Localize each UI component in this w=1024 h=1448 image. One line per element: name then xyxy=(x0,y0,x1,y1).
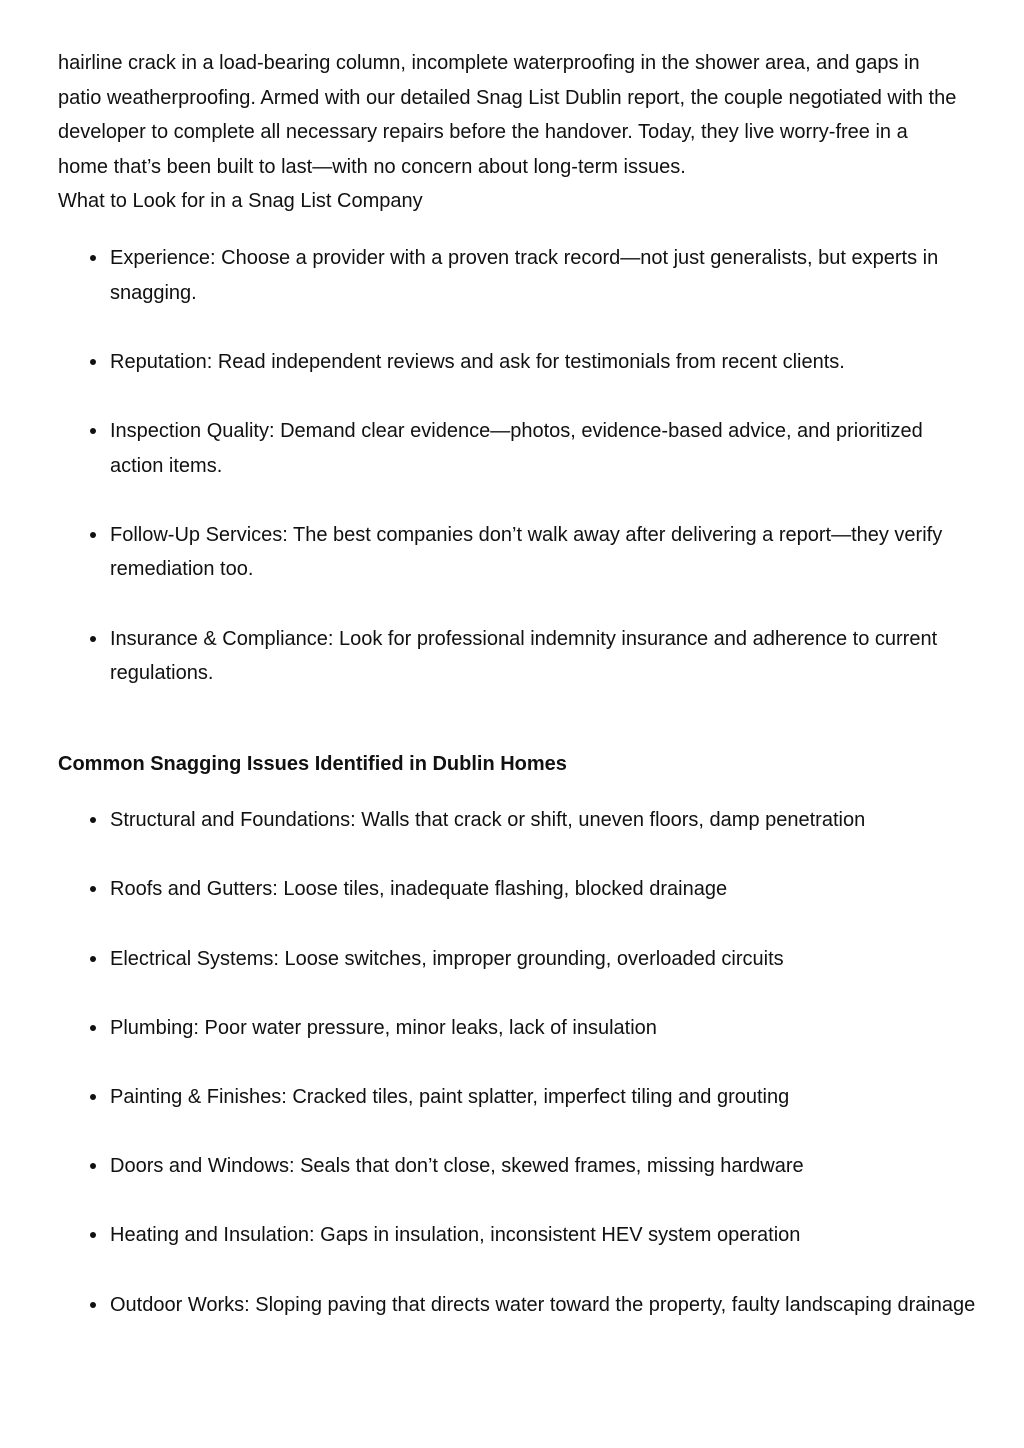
section-title-snag-company: What to Look for in a Snag List Company xyxy=(58,190,423,213)
intro-paragraph: hairline crack in a load-bearing column, incomplete waterproofing in the shower area, and gaps in patio weatherproofing. Armed with our detailed Snag List Dublin report, the couple negotiated with the developer to complete all necessary repairs before the handover. Today, they live worry-free in a home that’s been built to last—with no concern about long-term issues. xyxy=(58,52,957,178)
list-item: Reputation: Read independent reviews and ask for testimonials from recent clients. xyxy=(110,345,970,380)
list-item: Heating and Insulation: Gaps in insulation, inconsistent HEV system operation xyxy=(110,1218,970,1253)
list-item: Painting & Finishes: Cracked tiles, paint splatter, imperfect tiling and grouting xyxy=(110,1080,970,1115)
list-item: Electrical Systems: Loose switches, improper grounding, overloaded circuits xyxy=(110,942,970,977)
list-item: Follow-Up Services: The best companies don’t walk away after delivering a report—they verify remediation too. xyxy=(110,518,970,587)
snag-company-criteria-list xyxy=(58,241,964,691)
list-item: Inspection Quality: Demand clear evidence—photos, evidence-based advice, and prioritized action items. xyxy=(110,414,970,483)
section-heading-common-issues: Common Snagging Issues Identified in Dublin Homes xyxy=(58,752,567,775)
list-item: Roofs and Gutters: Loose tiles, inadequate flashing, blocked drainage xyxy=(110,872,970,907)
list-item: Insurance & Compliance: Look for professional indemnity insurance and adherence to current regulations. xyxy=(110,622,970,691)
list-item: Experience: Choose a provider with a proven track record—not just generalists, but experts in snagging. xyxy=(110,241,970,310)
list-item: Plumbing: Poor water pressure, minor leaks, lack of insulation xyxy=(110,1011,970,1046)
list-item: Outdoor Works: Sloping paving that directs water toward the property, faulty landscaping drainage xyxy=(110,1288,990,1323)
list-item: Structural and Foundations: Walls that crack or shift, uneven floors, damp penetration xyxy=(110,803,970,838)
list-item: Doors and Windows: Seals that don’t close, skewed frames, missing hardware xyxy=(110,1149,970,1184)
common-issues-list xyxy=(58,803,976,1322)
